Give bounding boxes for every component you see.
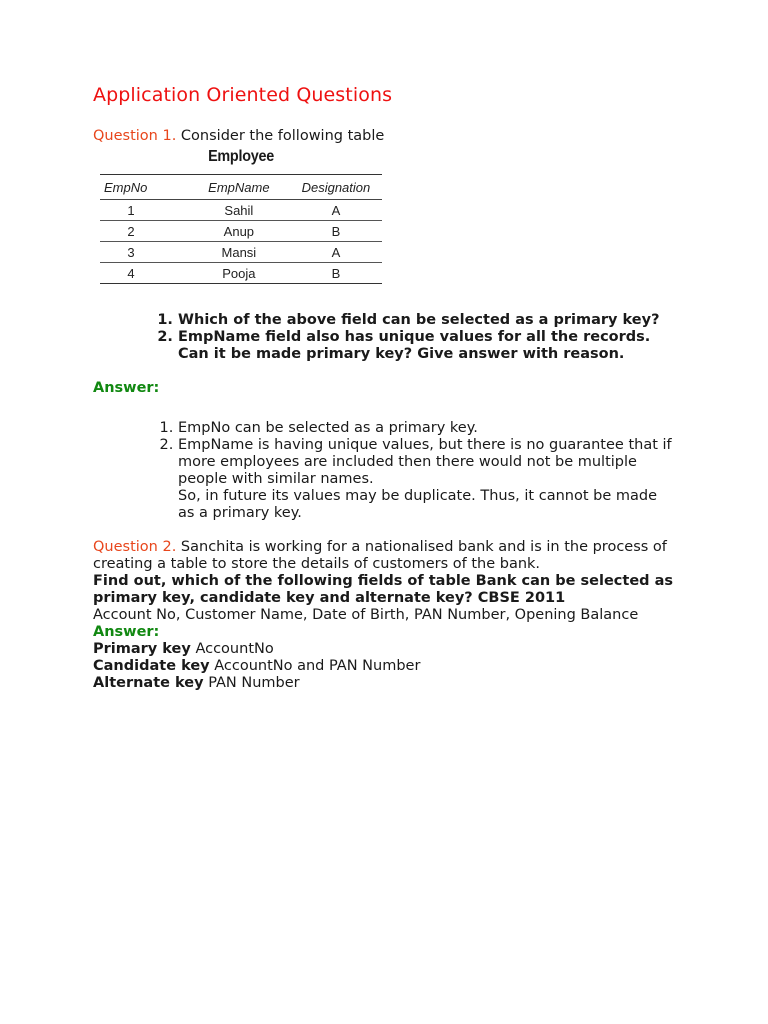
- primary-key-label: Primary key: [93, 641, 191, 657]
- column-header-empname: EmpName: [188, 175, 290, 200]
- list-item: [178, 437, 673, 522]
- cell-designation: B: [290, 221, 382, 242]
- table-header-row: [100, 175, 382, 200]
- table-caption: Employee: [208, 148, 274, 165]
- cell-empno: 4: [100, 263, 188, 284]
- question-1: [93, 128, 673, 145]
- employee-table-figure: [100, 148, 382, 284]
- candidate-key-value: AccountNo and PAN Number: [214, 658, 421, 674]
- table-row: [100, 242, 382, 263]
- answer-text: EmpName is having unique values, but there is no guarantee that if more employees are included then there would not be multiple people with similar names.: [178, 437, 672, 487]
- alternate-key-value: PAN Number: [208, 675, 300, 691]
- question-1-label: Question 1.: [93, 128, 177, 144]
- cell-empname: Pooja: [188, 263, 290, 284]
- list-item: 1. EmpNo can be selected as a primary key.: [178, 420, 673, 437]
- list-item: 2. EmpName field also has unique values for all the records. Can it be made primary key? Give answer with reason.: [178, 329, 673, 363]
- primary-key-value: AccountNo: [195, 641, 274, 657]
- question-2-bold-text: Find out, which of the following fields of table Bank can be selected as primary key, candidate key and alternate key? CBSE 2011: [93, 573, 674, 606]
- employee-table: [100, 174, 382, 284]
- question-2-label: Question 2.: [93, 539, 177, 555]
- answer-text-continued: So, in future its values may be duplicate. Thus, it cannot be made as a primary key.: [178, 488, 657, 521]
- cell-empname: Mansi: [188, 242, 290, 263]
- question-1-subquestions: [93, 312, 673, 363]
- question-1-text: Consider the following table: [180, 128, 385, 144]
- candidate-key-label: Candidate key: [93, 658, 210, 674]
- table-row: [100, 200, 382, 221]
- alternate-key-line: [93, 675, 673, 692]
- cell-empname: Sahil: [188, 200, 290, 221]
- question-2-answer-label: Answer:: [93, 624, 160, 640]
- cell-empname: Anup: [188, 221, 290, 242]
- column-header-designation: Designation: [290, 175, 382, 200]
- column-header-empno: EmpNo: [100, 175, 188, 200]
- table-row: [100, 263, 382, 284]
- question-1-answers: [93, 420, 673, 522]
- table-row: [100, 221, 382, 242]
- question-2-text: Sanchita is working for a nationalised bank and is in the process of creating a table to store the details of customers of the bank.: [93, 539, 667, 572]
- question-1-answer-label: Answer:: [93, 380, 160, 396]
- cell-designation: B: [290, 263, 382, 284]
- candidate-key-line: [93, 658, 673, 675]
- primary-key-line: [93, 641, 673, 658]
- page-title: Application Oriented Questions: [93, 84, 393, 106]
- cell-empno: 1: [100, 200, 188, 221]
- cell-designation: A: [290, 242, 382, 263]
- cell-empno: 2: [100, 221, 188, 242]
- question-2: [93, 539, 673, 624]
- question-2-fields: Account No, Customer Name, Date of Birth, PAN Number, Opening Balance: [93, 607, 639, 623]
- document-page: [93, 84, 673, 692]
- cell-designation: A: [290, 200, 382, 221]
- list-item: 1. Which of the above field can be selected as a primary key?: [178, 312, 673, 329]
- cell-empno: 3: [100, 242, 188, 263]
- alternate-key-label: Alternate key: [93, 675, 204, 691]
